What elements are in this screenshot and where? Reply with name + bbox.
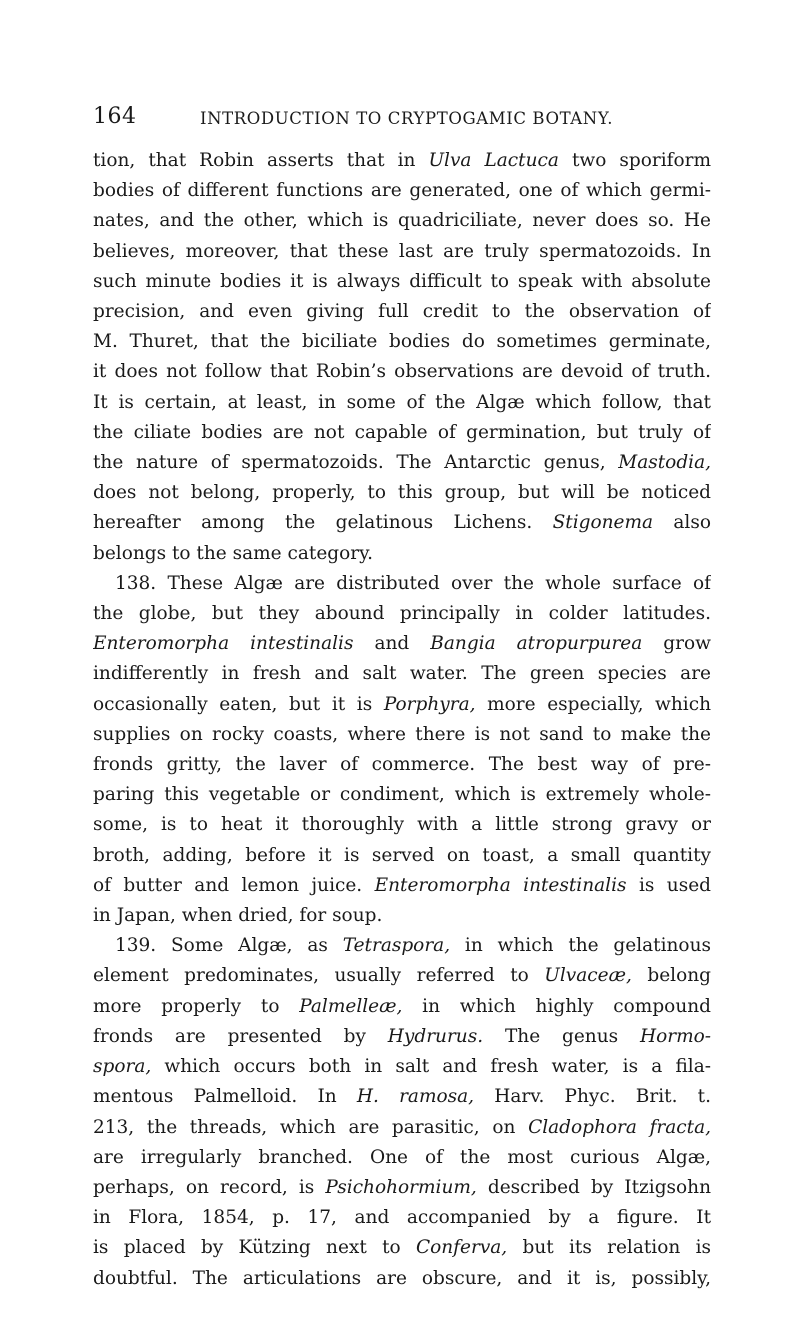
running-title: INTRODUCTION TO CRYPTOGAMIC BOTANY. [200,109,614,128]
italic-term: Psichohormium, [325,1176,477,1198]
text-line [93,357,711,387]
text-run: fronds are presented by [93,1025,388,1047]
text-run: supplies on rocky coasts, where there is not sand to make the [93,723,711,745]
text-run: is used [626,874,711,896]
text-line [93,1082,711,1112]
text-run: some, is to heat it thoroughly with a little strong gravy or [93,814,711,836]
text-run: in which highly compound [402,995,711,1017]
text-line [93,508,711,538]
text-run: of butter and lemon juice. [93,874,375,896]
text-run: does not belong, properly, to this group, but will be noticed [93,482,711,504]
italic-term: Hormo- [639,1025,711,1047]
italic-term: Enteromorpha intestinalis [93,633,354,655]
text-run: perhaps, on record, is [93,1176,326,1198]
text-run: tion, that Robin asserts that in [93,150,429,171]
text-line [93,992,711,1022]
text-line [93,1203,711,1233]
text-line [93,871,711,901]
text-line [93,1113,711,1143]
italic-term: Palmelleæ, [299,995,403,1017]
italic-term: Bangia atropurpurea [430,633,643,655]
text-run: paring this vegetable or condiment, which is extremely whole- [93,784,711,806]
text-line [93,418,711,448]
text-run: in which the gelatinous [450,935,711,957]
text-line [93,961,711,991]
italic-term: Stigonema [552,512,654,534]
text-line [93,931,711,961]
text-run: described by Itzigsohn [476,1176,711,1198]
text-run: indifferently in fresh and salt water. The green species are [93,663,711,685]
text-run: doubtful. The articulations are obscure, and it is, possibly, [93,1267,711,1289]
text-run: in Japan, when dried, for soup. [93,905,383,927]
text-line [93,720,711,750]
text-line [93,448,711,478]
text-run: believes, moreover, that these last are truly spermatozoids. In [93,240,711,262]
italic-term: Mastodia, [618,452,711,474]
italic-term: Tetraspora, [342,935,451,957]
text-run: fronds gritty, the laver of commerce. The best way of pre- [93,754,711,776]
italic-term: spora, [93,1056,152,1078]
text-run: hereafter among the gelatinous Lichens. [93,512,553,534]
italic-term: Ulvaceæ, [544,965,632,987]
text-run: in Flora, 1854, p. 17, and accompanied by a figure. It [93,1207,711,1229]
body-text [93,146,711,1294]
text-line [93,1173,711,1203]
text-line [93,1022,711,1052]
text-line [93,478,711,508]
italic-term: Enteromorpha intestinalis [374,874,627,896]
text-run: more especially, which [475,693,711,715]
text-run: it does not follow that Robin’s observations are devoid of truth. [93,361,711,383]
running-head [93,104,711,138]
text-run: the ciliate bodies are not capable of germination, but truly of [93,421,711,443]
text-line [93,1143,711,1173]
italic-term: Cladophora fracta, [528,1116,711,1138]
text-run: such minute bodies it is always difficult to speak with absolute [93,270,711,292]
text-line [93,237,711,267]
text-line [93,841,711,871]
text-line [93,690,711,720]
text-run: bodies of different functions are generated, one of which germi- [93,180,711,202]
text-line [93,901,711,931]
text-line [93,327,711,357]
text-run: and [353,633,431,655]
text-line [93,780,711,810]
text-line [93,629,711,659]
text-line [93,297,711,327]
italic-term: H. ramosa, [356,1086,475,1108]
text-line [93,659,711,689]
text-run: belongs to the same category. [93,542,373,564]
text-run: mentous Palmelloid. In [93,1086,357,1108]
text-run: broth, adding, before it is served on toast, a small quantity [93,844,711,866]
text-line [93,750,711,780]
text-run: two sporiform [558,150,711,171]
page-number: 164 [93,104,137,129]
text-run: the globe, but they abound principally in colder latitudes. [93,603,711,625]
text-line [93,810,711,840]
text-line [93,1052,711,1082]
text-run: the nature of spermatozoids. The Antarctic genus, [93,452,619,474]
text-run: belong [631,965,711,987]
text-run: is placed by Kützing next to [93,1237,416,1259]
text-run: It is certain, at least, in some of the Algæ which follow, that [93,391,711,413]
italic-term: Porphyra, [383,693,476,715]
text-line [93,176,711,206]
text-line [93,388,711,418]
italic-term: Ulva Lactuca [428,150,559,171]
text-run: M. Thuret, that the biciliate bodies do sometimes germinate, [93,331,711,353]
text-line [93,146,711,176]
text-run: element predominates, usually referred to [93,965,545,987]
text-run: are irregularly branched. One of the most curious Algæ, [93,1146,711,1168]
book-page [93,104,711,1294]
text-run: 138. These Algæ are distributed over the whole surface of [115,572,711,594]
text-run: 139. Some Algæ, as [115,935,343,957]
text-run: precision, and even giving full credit to the observation of [93,301,711,323]
text-line [93,267,711,297]
italic-term: Conferva, [415,1237,508,1259]
text-line [93,206,711,236]
text-line [93,1233,711,1263]
text-run: 213, the threads, which are parasitic, on [93,1116,529,1138]
text-run: more properly to [93,995,300,1017]
italic-term: Hydrurus. [387,1025,484,1047]
text-run: Harv. Phyc. Brit. t. [474,1086,711,1108]
text-run: also [653,512,711,534]
text-run: grow [642,633,711,655]
text-run: occasionally eaten, but it is [93,693,384,715]
text-run: which occurs both in salt and fresh water, is a fila- [151,1056,711,1078]
text-line [93,539,711,569]
text-line [93,599,711,629]
text-line [93,569,711,599]
text-line [93,1264,711,1294]
text-run: nates, and the other, which is quadriciliate, never does so. He [93,210,711,232]
text-run: but its relation is [507,1237,711,1259]
text-run: The genus [483,1025,640,1047]
